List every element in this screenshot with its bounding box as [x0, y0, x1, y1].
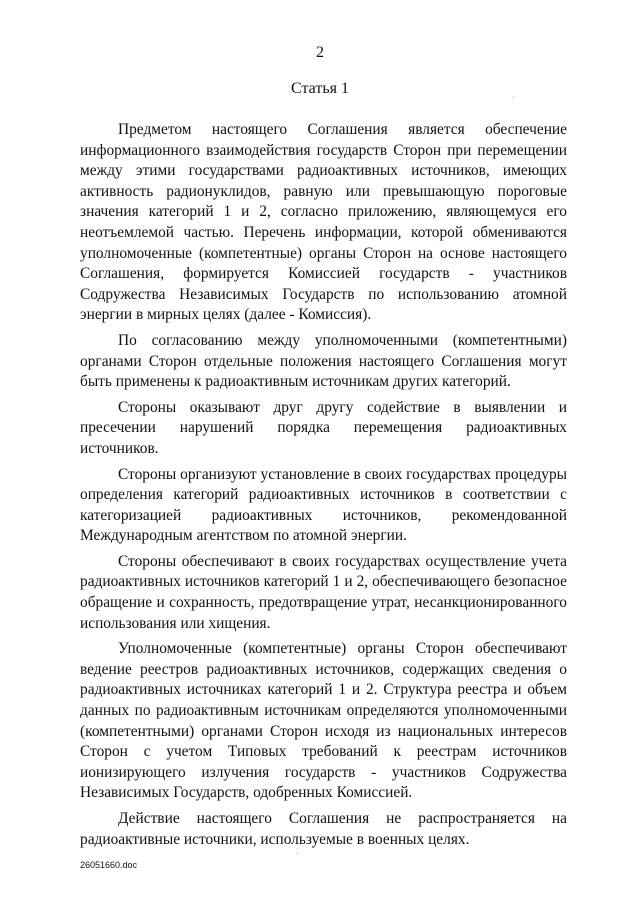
article-title: Статья 1 [291, 80, 349, 97]
paragraph-categorization: Стороны организуют установление в своих государствах процедуры определения категорий радиоактивных источников в соответствии с категоризацией радиоактивных источников, рекомендованной Международным агентством по атомной энергии. [80, 465, 567, 545]
article-body [80, 120, 567, 855]
paragraph-subject: Предметом настоящего Соглашения является обеспечение информационного взаимодействия государств Сторон при перемещении между этими государствами радиоактивных источников, имеющих активность радионуклидов, равную или превышающую пороговые значения категорий 1 и 2, согласно приложению, являющемуся его неотъемлемой частью. Перечень информации, которой обмениваются уполномоченные (компетентные) органы Сторон на основе настоящего Соглашения, формируется Комиссией государств - участников Содружества Независимых Государств по использованию атомной энергии в мирных целях (далее - Комиссия). [80, 121, 567, 324]
paragraph-registries: Уполномоченные (компетентные) органы Сторон обеспечивают ведение реестров радиоактивных источников, содержащих сведения о радиоактивных источниках категорий 1 и 2. Структура реестра и объем данных по радиоактивным источникам определяются уполномоченными (компетентными) органами Сторон исходя из национальных интересов Сторон с учетом Типовых требований к реестрам источников ионизирующего излучения государств - участников Содружества Независимых Государств, одобренных Комиссией. [80, 640, 567, 802]
footer-filename: 26051660.doc [80, 860, 138, 870]
scan-artifact-dot [513, 97, 514, 98]
page-number: 2 [316, 44, 324, 61]
paragraph-other-categories: По согласованию между уполномоченными (компетентными) органами Сторон отдельные положения настоящего Соглашения могут быть применены к радиоактивным источникам других категорий. [80, 331, 567, 391]
scan-artifact-dot [297, 853, 298, 854]
paragraph-mutual-assistance: Стороны оказывают друг другу содействие в выявлении и пресечении нарушений порядка перемещения радиоактивных источников. [80, 398, 567, 457]
paragraph-accounting: Стороны обеспечивают в своих государствах осуществление учета радиоактивных источников категорий 1 и 2, обеспечивающего безопасное обращение и сохранность, предотвращение утрат, несанкционированного использования или хищения. [80, 552, 567, 632]
paragraph-military-exclusion: Действие настоящего Соглашения не распространяется на радиоактивные источники, используемые в военных целях. [80, 810, 567, 848]
